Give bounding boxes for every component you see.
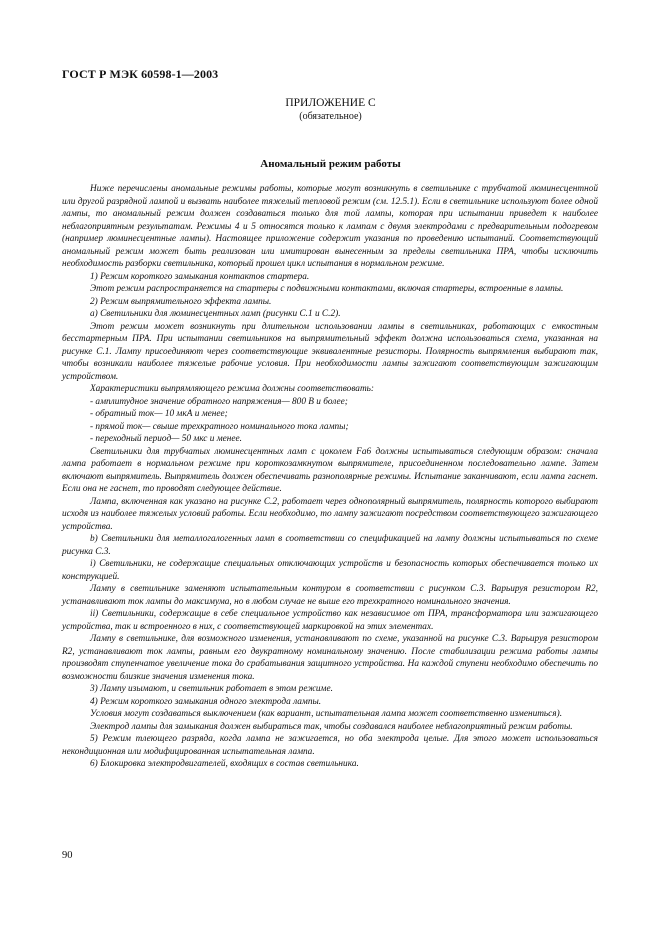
list-item: - амплитудное значение обратного напряжения— 800 В и более; (90, 396, 348, 407)
list-item: - прямой ток— свыше трехкратного номинального тока лампы; (90, 421, 349, 432)
paragraph: Характеристики выпрямляющего режима должны соответствовать: (90, 384, 374, 394)
paragraph: Ниже перечислены аномальные режимы работы, которые могут возникнуть в светильнике с трубчатой люминесцентной или другой разрядной лампой и вызвать наиболее тяжелый тепловой режим (см. 12.5.1). Если в светильнике используют более одной лампы, то аномальный режим должен создаваться только для той лампы, которая при испытании приведет к наиболее неблагоприятным результатам. Режимы 4 и 5 относятся только к лампам с двумя электродами с предварительным подогревом (например люминесцентные лампы). Настоящее приложение содержит указания по проведению испытаний. Соответствующий аномальный режим может быть реализован или имитирован вынесенным за пределы светильника ПРА, чтобы исключить необходимость разборки светильника, который прошел цикл испытания в нормальном режиме. (62, 184, 598, 269)
paragraph: 3) Лампу изымают, и светильник работает в этом режиме. (90, 684, 333, 694)
document-header: ГОСТ Р МЭК 60598-1—2003 (62, 67, 219, 81)
appendix-status: (обязательное) (299, 111, 362, 122)
appendix-title: ПРИЛОЖЕНИЕ С (285, 97, 376, 109)
paragraph: Лампу в светильнике заменяют испытательным контуром в соответствии с рисунком С.3. Варьируя резистором R2, устанавливают ток лампы до максимума, но в любом случае не выше его трехкратного номинального значения. (62, 584, 598, 607)
paragraph: Этот режим может возникнуть при длительном использовании лампы в светильниках, работающих с емкостным бесстартерным ПРА. При испытании светильников на выпрямительный эффект должна использоваться схема, указанная на рисунке С.1. Лампу присоединяют через соответствующие эквивалентные резисторы. Полярность выпрямления выбирают так, чтобы возникали наиболее тяжелые рабочие условия. При необходимости лампы зажигают соответствующим зажигающим устройством. (62, 321, 598, 382)
paragraph: b) Светильники для металлогалогенных ламп в соответствии со спецификацией на лампу должны испытываться по схеме рисунка С.3. (62, 534, 598, 557)
paragraph: 5) Режим тлеющего разряда, когда лампа не зажигается, но оба электрода целые. Для этого может использоваться некондиционная или модифицированная испытательная лампа. (62, 734, 598, 757)
paragraph: Электрод лампы для замыкания должен выбираться так, чтобы создавался наиболее неблагоприятный режим работы. (90, 721, 573, 732)
paragraph: Светильники для трубчатых люминесцентных ламп с цоколем Fa6 должны испытываться следующим образом: сначала лампа работает в нормальном режиме при короткозамкнутом выпрямителе, присоединенном последовательно лампе. Затем включают выпрямитель. Выпрямитель должен обеспечивать разнополярные режимы. Испытание заканчивают, если лампа гаснет. Если она не гаснет, то проводят следующее действие. (62, 446, 598, 494)
paragraph: а) Светильники для люминесцентных ламп (рисунки С.1 и С.2). (90, 309, 341, 319)
paragraph: Условия могут создаваться выключением (как вариант, испытательная лампа может соответственно измениться). (90, 709, 563, 719)
paragraph: Этот режим распространяется на стартеры с подвижными контактами, включая стартеры, встроенные в лампы. (90, 284, 564, 294)
paragraph: 1) Режим короткого замыкания контактов стартера. (90, 271, 310, 282)
section-title: Аномальный режим работы (260, 158, 401, 170)
list-item: - переходный период— 50 мкс и менее. (90, 434, 242, 444)
list-item: - обратный ток— 10 мкА и менее; (90, 409, 228, 419)
body-text (62, 183, 598, 771)
paragraph: 4) Режим короткого замыкания одного электрода лампы. (90, 696, 322, 707)
paragraph: Лампу в светильнике, для возможного изменения, устанавливают по схеме, указанной на рисунке С.3. Варьируя резистором R2, устанавливают ток лампы, равным его двукратному номинальному значению. После стабилизации режима работы лампы производят ступенчатое увеличение тока до срабатывания защитного устройства. На каждой ступени необходимо обеспечить по возможности близкие значения изменения тока. (62, 634, 598, 682)
paragraph: ii) Светильники, содержащие в себе специальное устройство как независимое от ПРА, трансформатора или зажигающего устройства, так и встроенного в них, с соответствующей маркировкой на этих элементах. (62, 609, 598, 632)
paragraph: Лампа, включенная как указано на рисунке С.2, работает через однополярный выпрямитель, полярность которого выбирают исходя из наиболее тяжелых условий работы. Если необходимо, то лампу зажигают посредством соответствующего зажигающего устройства. (62, 496, 598, 532)
paragraph: 2) Режим выпрямительного эффекта лампы. (90, 296, 272, 307)
paragraph: i) Светильники, не содержащие специальных отключающих устройств и безопасность которых обеспечивается только их конструкцией. (62, 559, 598, 582)
paragraph: 6) Блокировка электродвигателей, входящих в состав светильника. (90, 759, 359, 769)
page-number: 90 (62, 850, 73, 861)
